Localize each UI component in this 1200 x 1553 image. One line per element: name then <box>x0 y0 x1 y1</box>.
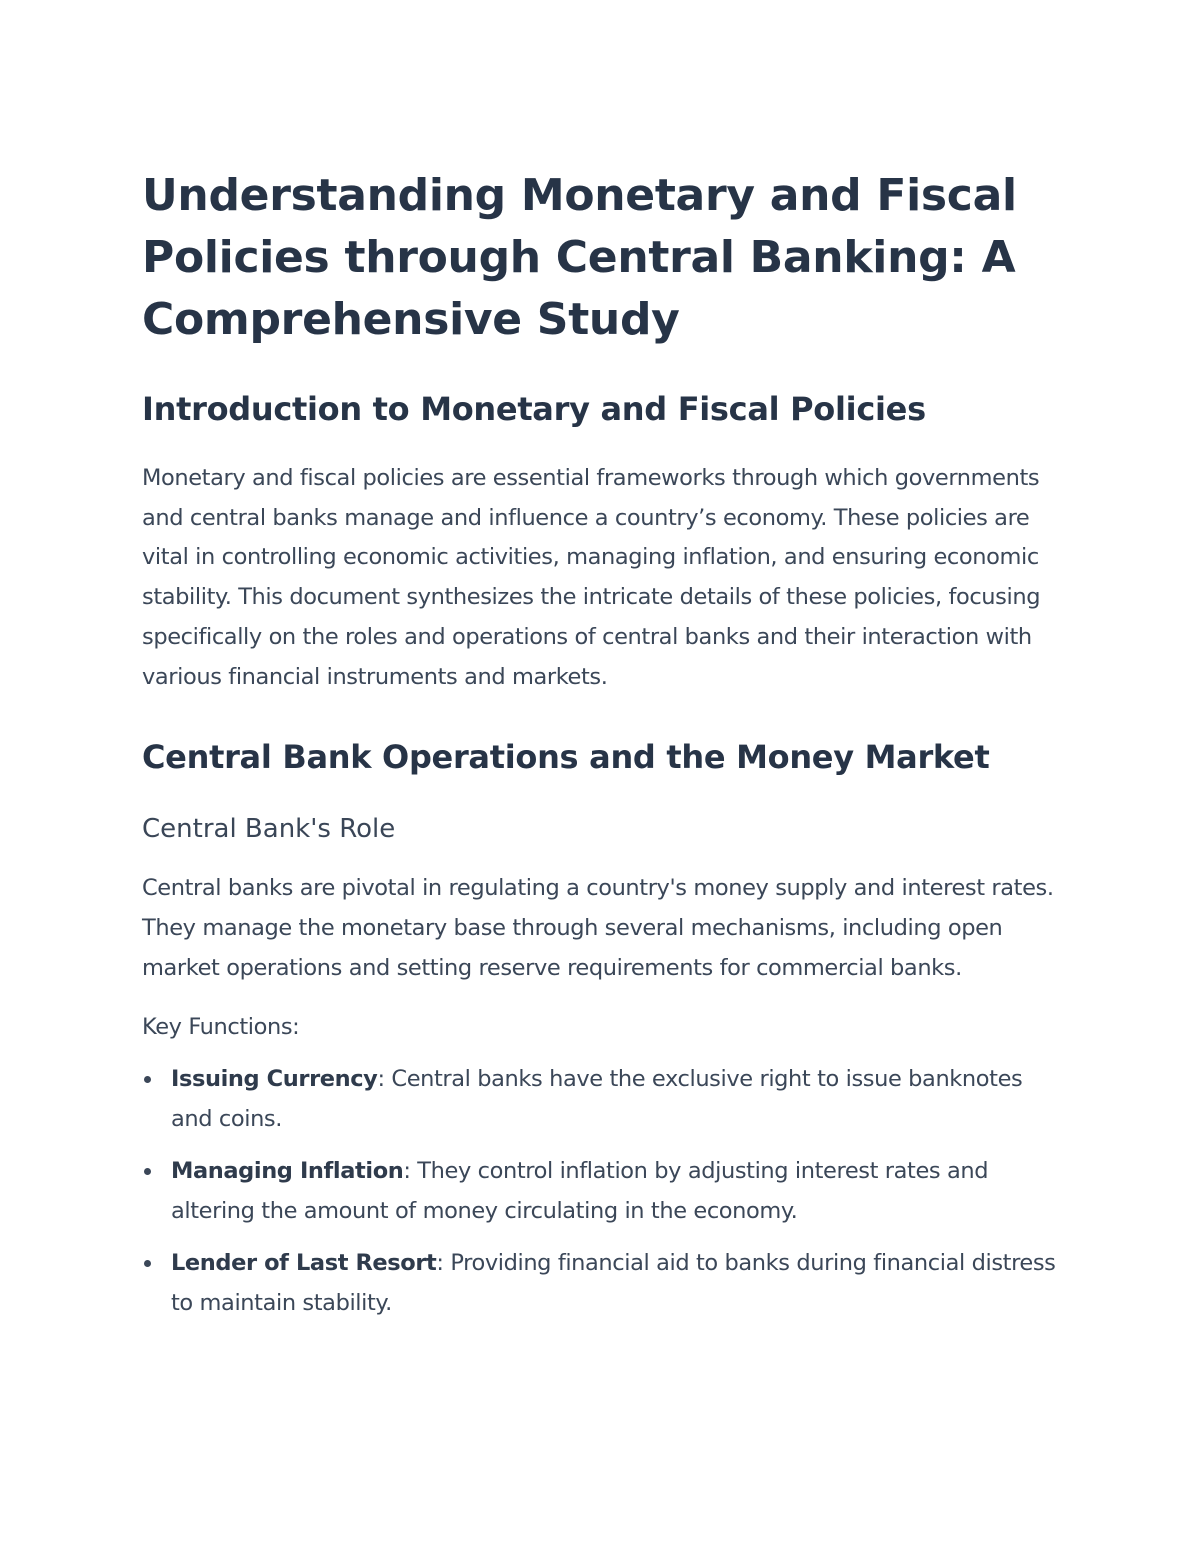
list-item <box>142 1152 1060 1231</box>
key-functions-list <box>142 1060 1060 1323</box>
function-term: Issuing Currency <box>171 1066 378 1093</box>
function-text: : They control inflation by adjusting interest rates and altering the amount of money circulating in the economy. <box>171 1158 989 1224</box>
intro-heading: Introduction to Monetary and Fiscal Policies <box>142 390 926 428</box>
bullet-icon <box>144 1260 151 1267</box>
function-text: : Providing financial aid to banks during financial distress to maintain stability. <box>171 1250 1056 1316</box>
list-item <box>142 1060 1060 1139</box>
bullet-icon <box>144 1168 151 1175</box>
list-item <box>142 1244 1060 1323</box>
role-heading: Central Bank's Role <box>142 814 396 845</box>
key-functions-label: Key Functions: <box>142 1014 300 1041</box>
bullet-icon <box>144 1076 151 1083</box>
role-paragraph: Central banks are pivotal in regulating a country's money supply and interest rates. They manage the monetary base through several mechanisms, including open market operations and setting reserve requirements for commercial banks. <box>142 875 1054 981</box>
function-term: Lender of Last Resort <box>171 1250 437 1277</box>
document-title: Understanding Monetary and Fiscal Policies through Central Banking: A Comprehensive Study <box>142 170 1017 345</box>
function-term: Managing Inflation <box>171 1158 404 1185</box>
operations-heading: Central Bank Operations and the Money Market <box>142 738 990 777</box>
intro-paragraph: Monetary and fiscal policies are essential frameworks through which governments and central banks manage and influence a country’s economy. These policies are vital in controlling economic activities, managing inflation, and ensuring economic stability. This document synthesizes the intricate details of these policies, focusing specifically on the roles and operations of central banks and their interaction with various financial instruments and markets. <box>142 465 1041 690</box>
function-text: : Central banks have the exclusive right to issue banknotes and coins. <box>171 1066 1023 1132</box>
